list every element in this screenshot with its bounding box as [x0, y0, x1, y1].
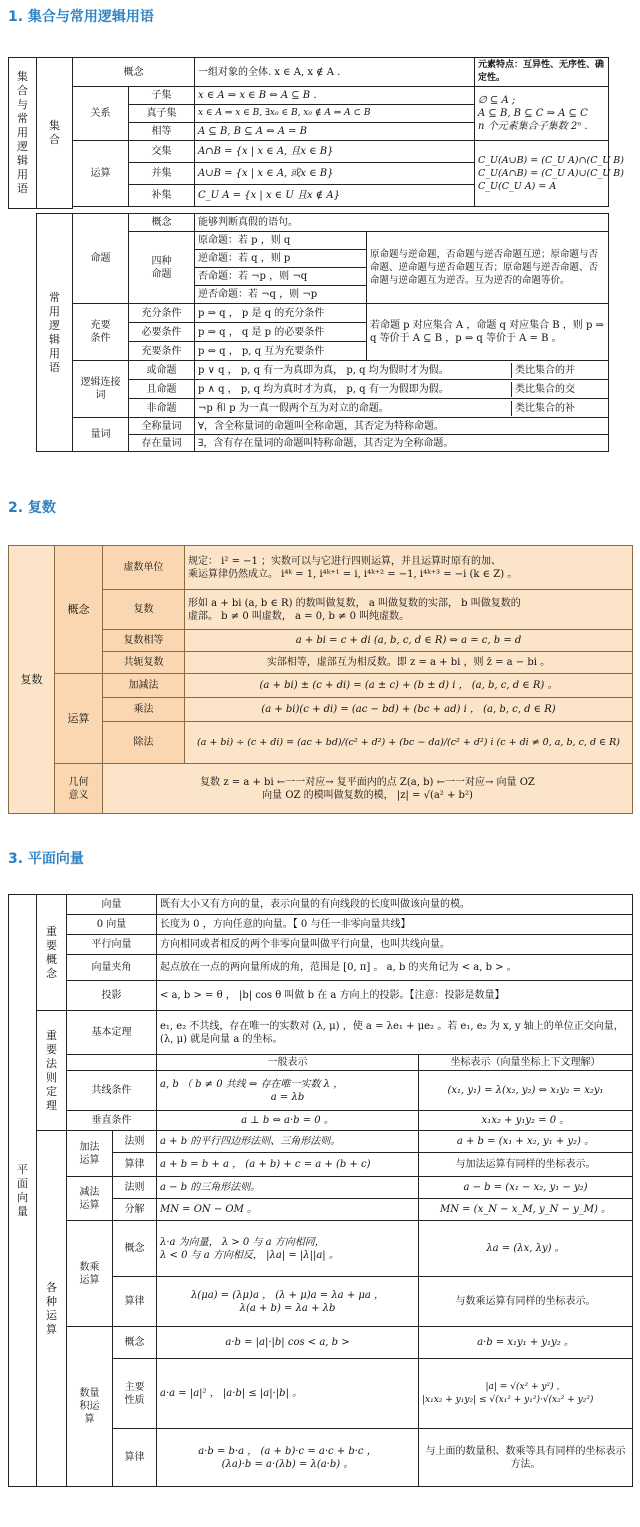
relation-notes: ∅ ⊆ A ; A ⊆ B, B ⊆ C ⇒ A ⊆ C n 个元素集合子集数 2ⁿ . — [475, 87, 609, 141]
subtraction-rule: a − b 的三角形法则。 — [157, 1177, 419, 1199]
not-label: 非命题 — [129, 399, 195, 418]
divide-label: 除法 — [103, 722, 185, 764]
zero-vector-definition: 长度为 0 ，方向任意的向量。【 0 与任一非零向量共线】 — [157, 915, 633, 935]
dot-law-label: 算律 — [113, 1429, 157, 1487]
concept-label: 概念 — [73, 58, 195, 87]
dot-product-op-label: 数量积运算 — [67, 1327, 113, 1487]
dot-properties: a·a = |a|² ， |a·b| ≤ |a|·|b| 。 — [157, 1359, 419, 1429]
scalar-concept-label: 概念 — [113, 1221, 157, 1277]
not-note: 类比集合的补 — [511, 401, 608, 416]
universal-label: 全称量词 — [129, 418, 195, 435]
operation-label: 运算 — [73, 141, 129, 207]
vectors-table — [8, 894, 633, 1487]
vector-definition: 既有大小又有方向的量，表示向量的有向线段的长度叫做该向量的模。 — [157, 895, 633, 915]
general-representation-header: 一般表示 — [157, 1055, 419, 1071]
universal-definition: ∀，含全称量词的命题叫全称命题，其否定为特称命题。 — [195, 418, 609, 435]
contrapositive-proposition: 逆否命题：若 ¬q ，则 ¬p — [195, 286, 367, 304]
decomposition-coordinate: MN = (x_N − x_M, y_N − y_M) 。 — [419, 1199, 633, 1221]
important-concepts-label: 重要概念 — [37, 895, 67, 1011]
and-definition — [195, 380, 609, 399]
or-note: 类比集合的并 — [511, 363, 608, 378]
subtraction-rule-label: 法则 — [113, 1177, 157, 1199]
converse-proposition: 逆命题：若 q ，则 p — [195, 250, 367, 268]
complex-equal-definition: a + bi = c + di (a, b, c, d ∈ R) ⇔ a = c, b = d — [185, 630, 633, 652]
add-sub-label: 加减法 — [103, 674, 185, 698]
existential-definition: ∃，含有存在量词的命题叫特称命题，其否定为全称命题。 — [195, 435, 609, 452]
logic-table — [36, 213, 609, 452]
dot-concept-label: 概念 — [113, 1327, 157, 1359]
conditions-label: 充要条件 — [73, 304, 129, 361]
section-title-sets: 1. 集合与常用逻辑用语 — [8, 9, 154, 25]
proposition-label: 命题 — [73, 214, 129, 304]
conjugate-definition: 实部相等，虚部互为相反数。即 z = a + bi ，则 z̄ = a − bi 。 — [185, 652, 633, 674]
collinear-general: a, b （ b ≠ 0 共线 ⇔ 存在唯一实数 λ ， a = λb — [157, 1071, 419, 1111]
complex-equal-label: 复数相等 — [103, 630, 185, 652]
complex-number-label: 复数 — [103, 590, 185, 630]
addition-rule-coordinate: a + b = (x₁ + x₂, y₁ + y₂) 。 — [419, 1131, 633, 1153]
sets-logic-root-label: 集合与常用逻辑用语 — [9, 58, 37, 209]
angle-label: 向量夹角 — [67, 955, 157, 981]
divide-definition: (a + bi) ÷ (c + di) = (ac + bd)/(c² + d²) + (bc − da)/(c² + d²) i (c + di ≠ 0, a, b, c, d ∈ R) — [185, 722, 633, 764]
parallel-vector-definition: 方向相同或者相反的两个非零向量叫做平行向量，也叫共线向量。 — [157, 935, 633, 955]
subset-definition: x ∈ A ⇒ x ∈ B ⇔ A ⊆ B . — [195, 87, 475, 105]
scalar-law-coordinate: 与数乘运算有同样的坐标表示。 — [419, 1277, 633, 1327]
necessary-definition: p ⇒ q ， q 是 p 的必要条件 — [195, 323, 367, 342]
section-title-complex: 2. 复数 — [8, 500, 56, 516]
quantifier-label: 量词 — [73, 418, 129, 452]
equal-definition: A ⊆ B, B ⊆ A ⇔ A = B — [195, 123, 475, 141]
not-definition — [195, 399, 609, 418]
proper-subset-definition: x ∈ A ⇒ x ∈ B, ∃x₀ ∈ B, x₀ ∉ A ⇔ A ⊂ B — [195, 105, 475, 123]
dot-properties-coordinate: |a| = √(x² + y²) ， |x₁x₂ + y₁y₂| ≤ √(x₁² + y₁²)·√(x₂² + y₂²) — [419, 1359, 633, 1429]
addition-rule-label: 法则 — [113, 1131, 157, 1153]
necessary-label: 必要条件 — [129, 323, 195, 342]
proper-subset-label: 真子集 — [129, 105, 195, 123]
zero-vector-label: 0 向量 — [67, 915, 157, 935]
projection-definition: < a, b > = θ ， |b| cos θ 叫做 b 在 a 方向上的投影。【注意：投影是数量】 — [157, 981, 633, 1011]
scalar-law-label: 算律 — [113, 1277, 157, 1327]
vector-label: 向量 — [67, 895, 157, 915]
imaginary-unit-label: 虚数单位 — [103, 546, 185, 590]
collinear-label: 共线条件 — [67, 1071, 157, 1111]
complement-label: 补集 — [129, 185, 195, 207]
perpendicular-general: a ⊥ b ⇔ a·b = 0 。 — [157, 1111, 419, 1131]
union-definition: A∪B = {x | x ∈ A, 或x ∈ B} — [195, 163, 475, 185]
dot-definition: a·b = |a|·|b| cos < a, b > — [157, 1327, 419, 1359]
projection-label: 投影 — [67, 981, 157, 1011]
existential-label: 存在量词 — [129, 435, 195, 452]
basic-theorem-label: 基本定理 — [67, 1011, 157, 1055]
or-label: 或命题 — [129, 361, 195, 380]
intersection-definition: A∩B = {x | x ∈ A, 且x ∈ B} — [195, 141, 475, 163]
prop-concept-label: 概念 — [129, 214, 195, 232]
and-label: 且命题 — [129, 380, 195, 399]
add-sub-definition: (a + bi) ± (c + di) = (a ± c) + (b ± d) i ， (a, b, c, d ∈ R) 。 — [185, 674, 633, 698]
complex-concept-label: 概念 — [55, 546, 103, 674]
theorems-label: 重要法则定理 — [37, 1011, 67, 1131]
iff-definition: p ⇔ q ， p, q 互为充要条件 — [195, 342, 367, 361]
intersection-label: 交集 — [129, 141, 195, 163]
complex-number-definition: 形如 a + bi (a, b ∈ R) 的数叫做复数， a 叫做复数的实部， b 叫做复数的 虚部。 b ≠ 0 叫虚数， a = 0, b ≠ 0 叫纯虚数。 — [185, 590, 633, 630]
collinear-coordinate: (x₁, y₁) = λ(x₂, y₂) ⇔ x₁y₂ = x₂y₁ — [419, 1071, 633, 1111]
relation-label: 关系 — [73, 87, 129, 141]
sufficient-label: 充分条件 — [129, 304, 195, 323]
concept-definition: 一组对象的全体. x ∈ A, x ∉ A . — [195, 58, 475, 87]
sets-label: 集合 — [37, 58, 73, 209]
subset-label: 子集 — [129, 87, 195, 105]
or-definition — [195, 361, 609, 380]
proposition-note: 原命题与逆命题，否命题与逆否命题互逆；原命题与否命题、逆命题与逆否命题互否；原命题与逆否命题、否命题与逆命题互为逆否。互为逆否的命题等价。 — [367, 232, 609, 304]
decomposition-definition: MN = ON − OM 。 — [157, 1199, 419, 1221]
decomposition-label: 分解 — [113, 1199, 157, 1221]
or-definition-text: p ∨ q ， p, q 有一为真即为真， p, q 均为假时才为假。 — [198, 364, 449, 376]
scalar-definition: λ·a 为向量， λ > 0 与 a 方向相同， λ < 0 与 a 方向相反， |λa| = |λ||a| 。 — [157, 1221, 419, 1277]
sets-logic-table — [8, 57, 624, 209]
equal-label: 相等 — [129, 123, 195, 141]
four-propositions-label: 四种命题 — [129, 232, 195, 304]
subtraction-op-label: 减法运算 — [67, 1177, 113, 1221]
union-label: 并集 — [129, 163, 195, 185]
and-definition-text: p ∧ q ， p, q 均为真时才为真， p, q 有一为假即为假。 — [198, 383, 449, 395]
addition-op-label: 加法运算 — [67, 1131, 113, 1177]
inverse-proposition: 否命题：若 ¬p ，则 ¬q — [195, 268, 367, 286]
and-note: 类比集合的交 — [511, 382, 608, 397]
scalar-op-label: 数乘运算 — [67, 1221, 113, 1327]
perpendicular-label: 垂直条件 — [67, 1111, 157, 1131]
addition-rule: a + b 的平行四边形法则、三角形法则。 — [157, 1131, 419, 1153]
connectives-label: 逻辑连接词 — [73, 361, 129, 418]
geometry-definition: 复数 z = a + bi ←一一对应→ 复平面内的点 Z(a, b) ←一一对应→ 向量 OZ 向量 OZ 的模叫做复数的模， |z| = √(a² + b²) — [103, 764, 633, 814]
complement-definition: C_U A = {x | x ∈ U 且x ∉ A} — [195, 185, 475, 207]
basic-theorem-definition: e₁, e₂ 不共线，存在唯一的实数对 (λ, μ) ，使 a = λe₁ + μe₂ 。若 e₁, e₂ 为 x, y 轴上的单位正交向量， (λ, μ) 就是向量 a 的坐标。 — [157, 1011, 633, 1055]
scalar-law: λ(μa) = (λμ)a ， (λ + μ)a = λa + μa ， λ(a + b) = λa + λb — [157, 1277, 419, 1327]
complex-table — [8, 545, 633, 814]
coordinate-representation-header: 坐标表示（向量坐标上下文理解） — [419, 1055, 633, 1071]
section-title-vectors: 3. 平面向量 — [8, 851, 84, 867]
element-features: 元素特点：互异性、无序性、确定性。 — [475, 58, 609, 87]
main-properties-label: 主要性质 — [113, 1359, 157, 1429]
prop-concept-definition: 能够判断真假的语句。 — [195, 214, 609, 232]
subtraction-rule-coordinate: a − b = (x₁ − x₂, y₁ − y₂) — [419, 1177, 633, 1199]
operations-label: 各种运算 — [37, 1131, 67, 1487]
multiply-definition: (a + bi)(c + di) = (ac − bd) + (bc + ad) i ， (a, b, c, d ∈ R) — [185, 698, 633, 722]
conditions-note: 若命题 p 对应集合 A ，命题 q 对应集合 B ，则 p ⇒ q 等价于 A ⊆ B ，p ⇔ q 等价于 A = B 。 — [367, 304, 609, 361]
addition-law: a + b = b + a ， (a + b) + c = a + (b + c) — [157, 1153, 419, 1177]
logic-label: 常用逻辑用语 — [37, 214, 73, 452]
addition-law-coordinate: 与加法运算有同样的坐标表示。 — [419, 1153, 633, 1177]
not-definition-text: ¬p 和 p 为一真一假两个互为对立的命题。 — [198, 402, 389, 414]
dot-law: a·b = b·a ， (a + b)·c = a·c + b·c ， (λa)·b = a·(λb) = λ(a·b) 。 — [157, 1429, 419, 1487]
perpendicular-coordinate: x₁x₂ + y₁y₂ = 0 。 — [419, 1111, 633, 1131]
iff-label: 充要条件 — [129, 342, 195, 361]
sufficient-definition: p ⇒ q ， p 是 q 的充分条件 — [195, 304, 367, 323]
original-proposition: 原命题：若 p ，则 q — [195, 232, 367, 250]
geometry-label: 几何意义 — [55, 764, 103, 814]
dot-law-coordinate: 与上面的数量积、数乘等具有同样的坐标表示方法。 — [419, 1429, 633, 1487]
addition-law-label: 算律 — [113, 1153, 157, 1177]
conjugate-label: 共轭复数 — [103, 652, 185, 674]
vectors-root-label: 平面向量 — [9, 895, 37, 1487]
angle-definition: 起点放在一点的两向量所成的角，范围是 [0, π] 。 a, b 的夹角记为 < a, b > 。 — [157, 955, 633, 981]
scalar-coordinate: λa = (λx, λy) 。 — [419, 1221, 633, 1277]
dot-coordinate: a·b = x₁y₁ + y₁y₂ 。 — [419, 1327, 633, 1359]
multiply-label: 乘法 — [103, 698, 185, 722]
parallel-vector-label: 平行向量 — [67, 935, 157, 955]
complex-root-label: 复数 — [9, 546, 55, 814]
complex-operation-label: 运算 — [55, 674, 103, 764]
operation-notes: C_U(A∪B) = (C_U A)∩(C_U B) C_U(A∩B) = (C_U A)∪(C_U B) C_U(C_U A) = A — [475, 141, 609, 207]
imaginary-unit-definition: 规定： i² = −1 ；实数可以与它进行四则运算，并且运算时原有的加、 乘运算律仍然成立。 i⁴ᵏ = 1, i⁴ᵏ⁺¹ = i, i⁴ᵏ⁺² = −1, i⁴ᵏ⁺³ = −i (k ∈ Z) 。 — [185, 546, 633, 590]
